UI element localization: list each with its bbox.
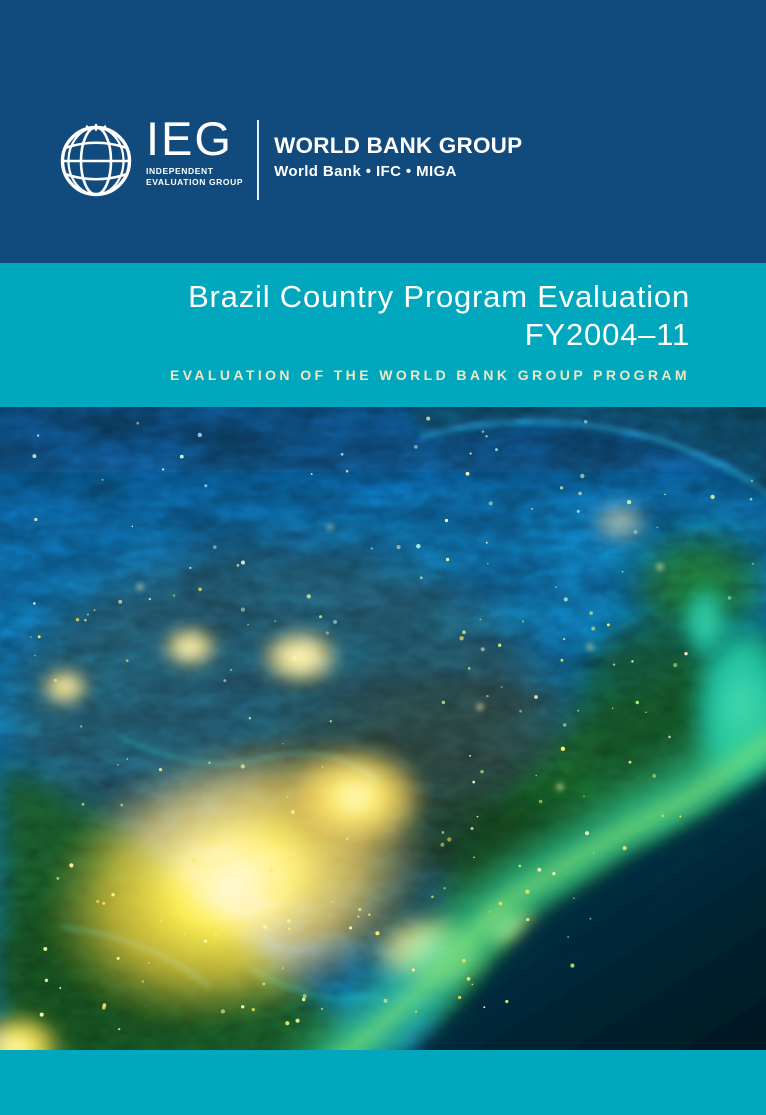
ieg-org-line1: INDEPENDENT <box>146 166 214 176</box>
wbg-logo-text <box>274 112 522 200</box>
title-band <box>0 263 766 407</box>
ieg-acronym: IEG <box>146 112 233 165</box>
logo-divider <box>257 120 259 200</box>
satellite-photo-graphic <box>0 407 766 1050</box>
globe-icon <box>56 118 136 198</box>
wbg-group-name: WORLD BANK GROUP <box>274 132 523 158</box>
footer-band <box>0 1050 766 1115</box>
ieg-org-line2: EVALUATION GROUP <box>146 176 244 187</box>
header-band <box>0 0 766 263</box>
ieg-wbg-logo <box>56 112 523 200</box>
ieg-logo-text <box>146 112 244 200</box>
page-title <box>0 278 690 354</box>
title-line-2: FY2004–11 <box>524 317 690 352</box>
title-line-1: Brazil Country Program Evaluation <box>188 279 690 314</box>
subtitle: EVALUATION OF THE WORLD BANK GROUP PROGRAM <box>169 367 690 383</box>
wbg-members: World Bank • IFC • MIGA <box>274 162 457 180</box>
ieg-org-name <box>146 166 243 187</box>
cover-photo-brazil-satellite <box>0 407 766 1050</box>
